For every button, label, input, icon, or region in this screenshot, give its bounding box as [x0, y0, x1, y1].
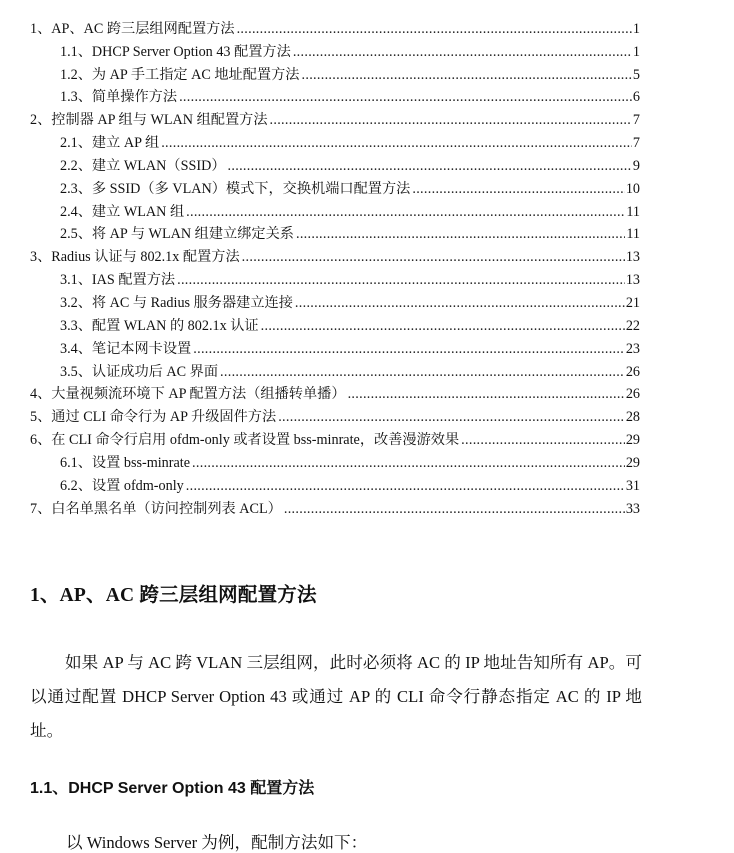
toc-page-number: 26 — [625, 386, 640, 403]
toc-page-number: 31 — [625, 477, 640, 494]
toc-entry-title: 3、Radius 认证与 802.1x 配置方法 — [30, 249, 240, 266]
toc-entry-title: 1、AP、AC 跨三层组网配置方法 — [30, 20, 235, 37]
toc-entry-title: 2.1、建立 AP 组 — [60, 135, 160, 152]
toc-entry[interactable] — [30, 174, 640, 197]
toc-leader-dots — [261, 318, 625, 334]
toc-page-number: 13 — [625, 272, 640, 289]
toc-entry[interactable] — [30, 37, 640, 60]
toc-entry-title: 3.2、将 AC 与 Radius 服务器建立连接 — [60, 294, 293, 311]
toc-page-number: 33 — [625, 500, 640, 517]
toc-entry[interactable] — [30, 128, 640, 151]
toc-page-number: 6 — [632, 89, 640, 106]
toc-page-number: 11 — [626, 226, 640, 243]
toc-entry-title: 3.5、认证成功后 AC 界面 — [60, 363, 219, 380]
toc-entry[interactable] — [30, 14, 640, 37]
toc-page-number: 11 — [626, 203, 640, 220]
toc-entry-title: 7、白名单黑名单（访问控制列表 ACL） — [30, 500, 282, 517]
toc-entry-title: 3.4、笔记本网卡设置 — [60, 340, 192, 357]
toc-entry[interactable] — [30, 448, 640, 471]
toc-entry-title: 2.3、多 SSID（多 VLAN）模式下，交换机端口配置方法 — [60, 180, 411, 197]
toc-leader-dots — [302, 67, 632, 83]
toc-entry[interactable] — [30, 402, 640, 425]
toc-leader-dots — [296, 226, 625, 242]
toc-leader-dots — [177, 272, 625, 288]
toc-entry-title: 2.2、建立 WLAN（SSID） — [60, 157, 226, 174]
toc-leader-dots — [293, 44, 632, 60]
toc-entry[interactable] — [30, 334, 640, 357]
toc-page-number: 22 — [625, 317, 640, 334]
toc-entry-title: 2、控制器 AP 组与 WLAN 组配置方法 — [30, 112, 268, 129]
toc-page-number: 26 — [625, 363, 640, 380]
toc-leader-dots — [193, 341, 625, 357]
toc-entry-title: 1.2、为 AP 手工指定 AC 地址配置方法 — [60, 66, 300, 83]
toc-entry-title: 1.3、简单操作方法 — [60, 89, 178, 106]
toc-leader-dots — [242, 249, 625, 265]
toc-leader-dots — [228, 158, 632, 174]
toc-entry[interactable] — [30, 380, 640, 403]
toc-leader-dots — [461, 432, 625, 448]
toc-page-number: 1 — [632, 43, 640, 60]
toc-page-number: 23 — [625, 340, 640, 357]
subsection-paragraph: 以 Windows Server 为例，配制方法如下： — [66, 833, 368, 852]
toc-leader-dots — [186, 478, 625, 494]
toc-entry-title: 6、在 CLI 命令行启用 ofdm-only 或者设置 bss-minrate，改善漫游效果 — [30, 432, 460, 449]
toc-entry-title: 3.3、配置 WLAN 的 802.1x 认证 — [60, 317, 259, 334]
toc-leader-dots — [179, 89, 632, 105]
toc-entry[interactable] — [30, 83, 640, 106]
toc-page-number: 7 — [632, 112, 640, 129]
toc-entry-title: 6.2、设置 ofdm-only — [60, 477, 184, 494]
toc-page-number: 28 — [625, 409, 640, 426]
toc-page-number: 9 — [632, 157, 640, 174]
toc-entry[interactable] — [30, 105, 640, 128]
toc-entry[interactable] — [30, 197, 640, 220]
toc-entry[interactable] — [30, 265, 640, 288]
toc-entry-title: 1.1、DHCP Server Option 43 配置方法 — [60, 43, 291, 60]
toc-leader-dots — [270, 112, 632, 128]
toc-entry[interactable] — [30, 60, 640, 83]
toc-leader-dots — [186, 204, 625, 220]
toc-leader-dots — [284, 501, 625, 517]
toc-leader-dots — [412, 181, 624, 197]
toc-entry[interactable] — [30, 357, 640, 380]
toc-entry-title: 2.4、建立 WLAN 组 — [60, 203, 185, 220]
toc-entry[interactable] — [30, 220, 640, 243]
toc-page-number: 21 — [625, 294, 640, 311]
toc-page-number: 10 — [625, 180, 640, 197]
toc-entry[interactable] — [30, 288, 640, 311]
toc-entry[interactable] — [30, 494, 640, 517]
toc-leader-dots — [161, 135, 632, 151]
toc-leader-dots — [348, 386, 625, 402]
toc-entry-title: 2.5、将 AP 与 WLAN 组建立绑定关系 — [60, 226, 294, 243]
toc-page-number: 29 — [625, 454, 640, 471]
toc-entry-title: 3.1、IAS 配置方法 — [60, 272, 176, 289]
toc-page-number: 7 — [632, 135, 640, 152]
section-heading: 1、AP、AC 跨三层组网配置方法 — [30, 585, 317, 606]
toc-leader-dots — [220, 364, 625, 380]
toc-page-number: 5 — [632, 66, 640, 83]
toc-entry[interactable] — [30, 471, 640, 494]
table-of-contents — [30, 14, 640, 517]
toc-leader-dots — [295, 295, 625, 311]
toc-entry-title: 6.1、设置 bss-minrate — [60, 454, 191, 471]
toc-entry-title: 5、通过 CLI 命令行为 AP 升级固件方法 — [30, 409, 277, 426]
section-paragraph: 如果 AP 与 AC 跨 VLAN 三层组网，此时必须将 AC 的 IP 地址告知所有 AP。可以通过配置 DHCP Server Option 43 或通过 AP 的 CLI 命令行静态指定 AC 的 IP 地址。 — [30, 653, 642, 740]
toc-page-number: 1 — [632, 20, 640, 37]
subsection-heading: 1.1、DHCP Server Option 43 配置方法 — [30, 780, 315, 797]
toc-entry[interactable] — [30, 242, 640, 265]
toc-page-number: 13 — [625, 249, 640, 266]
toc-leader-dots — [192, 455, 625, 471]
toc-entry[interactable] — [30, 311, 640, 334]
toc-entry-title: 4、大量视频流环境下 AP 配置方法（组播转单播） — [30, 386, 346, 403]
toc-leader-dots — [237, 21, 632, 37]
toc-entry[interactable] — [30, 425, 640, 448]
toc-leader-dots — [278, 409, 625, 425]
toc-page-number: 29 — [625, 432, 640, 449]
toc-entry[interactable] — [30, 151, 640, 174]
